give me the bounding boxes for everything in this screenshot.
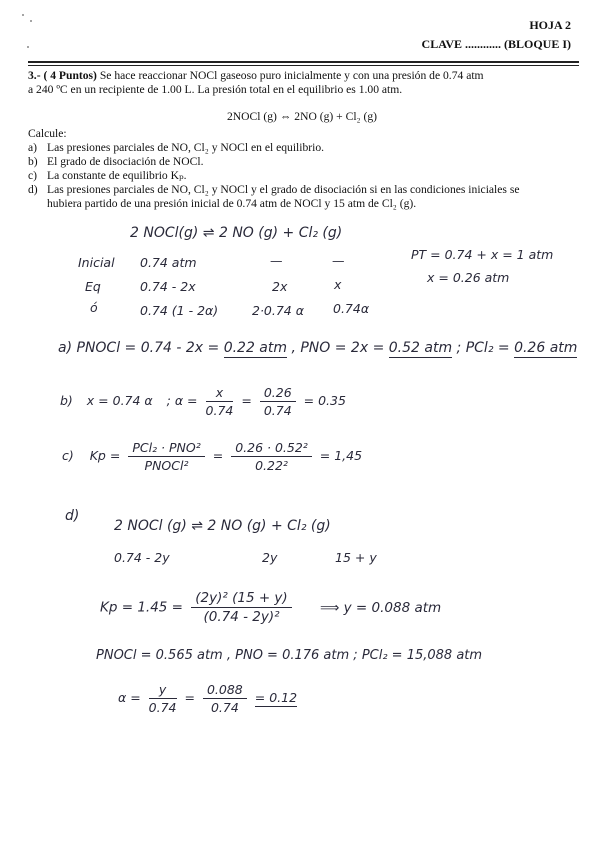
item-b-text: El grado de disociación de NOCl.	[47, 155, 204, 168]
item-b-label: b)	[28, 155, 38, 168]
part-d-pressures	[96, 648, 482, 663]
item-d-label: d)	[28, 183, 38, 196]
sheet-label: HOJA 2	[529, 18, 571, 32]
part-b-result: = 0.35	[303, 393, 346, 408]
row-eq-nocl: 0.74 - 2x	[140, 279, 196, 294]
row-alpha-cl2: 0.74α	[333, 301, 370, 316]
part-d-kp	[100, 590, 441, 625]
frac-den: 0.74	[148, 700, 177, 715]
problem-reaction: 2NOCl (g) ⇔ 2NO (g) + Cl₂ (g)	[227, 110, 378, 123]
frac-den: PNOCl²	[144, 458, 189, 473]
row-alpha-label: ó	[90, 300, 98, 315]
part-d-p-nocl: PNOCl = 0.565 atm	[96, 648, 223, 663]
scan-speck	[22, 14, 24, 16]
part-b-label: b)	[60, 393, 73, 408]
total-pressure: PT = 0.74 + x = 1 atm	[411, 247, 554, 262]
row-inicial-label: Inicial	[78, 255, 115, 270]
scan-speck	[27, 46, 29, 48]
part-b-fraction-2	[260, 385, 296, 418]
problem-intro-line2: a 240 ºC en un recipiente de 1.00 L. La presión total en el equilibrio es 1.00 atm.	[28, 83, 403, 96]
part-c-kp: Kp =	[89, 448, 121, 463]
item-c-label: c)	[28, 169, 38, 182]
part-a-cl2: ; PCl₂ =	[456, 340, 510, 356]
part-d-y: ⟹ y = 0.088 atm	[320, 599, 442, 616]
problem-intro	[28, 69, 484, 83]
item-d-cont: hubiera partido de una presión inicial de 0.74 atm de NOCl y 15 atm de Cl₂ (g).	[47, 197, 417, 210]
part-c-fraction-1	[128, 440, 204, 473]
part-b-alpha: ; α =	[166, 393, 198, 408]
scan-speck	[30, 20, 32, 22]
part-b-answer: b) x = 0.74 α ; α = $\frac{x}{0.74}$ = $\frac{0.26}{0.74}$ = 0.35	[60, 385, 346, 418]
row-alpha-nocl: 0.74 (1 - 2α)	[140, 303, 219, 318]
part-a-answer	[58, 340, 577, 356]
item-a-text: Las presiones parciales de NO, Cl₂ y NOCl en el equilibrio.	[47, 141, 325, 154]
frac-den: (0.74 - 2y)²	[203, 609, 280, 625]
part-d-kp-label: Kp = 1.45 =	[100, 599, 183, 616]
x-value: x = 0.26 atm	[427, 270, 510, 285]
sol-reaction: 2 NOCl(g) ⇌ 2 NO (g) + Cl₂ (g)	[130, 225, 343, 241]
part-d-alpha-label: α =	[118, 690, 141, 705]
header-rule	[28, 61, 579, 63]
part-a-nocl: PNOCl = 0.74 - 2x =	[76, 340, 220, 356]
part-d-alpha-result: = 0.12	[254, 690, 298, 705]
part-c-answer: c) Kp = $\frac{\text{PCl₂ · PNO²}}{\text{PNOCl²}}$ = $\frac{\text{0.26 · 0.52²}}{\text{0.22²}}$ = 1,45	[62, 440, 363, 473]
part-d-no: 2y	[262, 550, 278, 565]
frac-den: 0.22²	[255, 458, 288, 473]
item-d-text: Las presiones parciales de NO, Cl₂ y NOCl y el grado de disociación si en las condiciones iniciales se	[47, 183, 520, 196]
frac-num: (2y)² (15 + y)	[191, 590, 291, 608]
key-label: CLAVE ............ (BLOQUE I)	[421, 37, 571, 51]
part-a-label: a)	[58, 340, 73, 356]
part-d-reaction: 2 NOCl (g) ⇌ 2 NO (g) + Cl₂ (g)	[114, 518, 331, 534]
frac-num: x	[206, 385, 234, 402]
part-a-nocl-value: 0.22 atm	[223, 340, 288, 356]
row-eq-label: Eq	[85, 279, 101, 294]
frac-num: y	[149, 682, 177, 699]
part-d-cl2: 15 + y	[335, 550, 377, 565]
part-d-alpha-fraction-2	[203, 682, 247, 715]
frac-den: 0.74	[210, 700, 239, 715]
part-d-p-cl2: PCl₂ = 15,088 atm	[361, 648, 483, 663]
part-d-alpha: α = $\frac{y}{0.74}$ = $\frac{0.088}{0.74}$ = 0.12	[118, 682, 298, 715]
item-c-text: La constante de equilibrio Kₚ.	[47, 169, 187, 182]
header-rule-thin	[28, 65, 579, 66]
row-eq-cl2: x	[334, 277, 342, 292]
row-inicial-no: —	[270, 253, 283, 268]
row-alpha-no: 2·0.74 α	[252, 303, 304, 318]
frac-num: PCl₂ · PNO²	[128, 440, 204, 457]
item-a-label: a)	[28, 141, 38, 154]
frac-den: 0.74	[263, 403, 292, 418]
problem-points: 3.- ( 4 Puntos)	[28, 69, 97, 82]
calcule-label: Calcule:	[28, 127, 67, 140]
part-d-nocl: 0.74 - 2y	[114, 550, 170, 565]
frac-den: 0.74	[205, 403, 234, 418]
part-c-result: = 1,45	[319, 448, 363, 463]
part-a-no: , PNO = 2x =	[291, 340, 385, 356]
part-c-fraction-2	[231, 440, 312, 473]
part-a-cl2-value: 0.26 atm	[514, 340, 578, 356]
frac-num: 0.26	[260, 385, 296, 402]
part-d-p-no: , PNO = 0.176 atm ;	[226, 648, 358, 663]
part-d-alpha-fraction-1	[149, 682, 177, 715]
frac-num: 0.088	[203, 682, 247, 699]
row-inicial-nocl: 0.74 atm	[140, 255, 197, 270]
part-c-label: c)	[62, 448, 74, 463]
part-d-kp-fraction	[191, 590, 291, 625]
part-b-x: x = 0.74 α	[86, 393, 153, 408]
row-eq-no: 2x	[272, 279, 288, 294]
part-d-label: d)	[65, 508, 80, 524]
part-b-fraction-1	[206, 385, 234, 418]
problem-intro-text: Se hace reaccionar NOCl gaseoso puro inicialmente y con una presión de 0.74 atm	[96, 69, 484, 82]
part-a-no-value: 0.52 atm	[388, 340, 453, 356]
item-a	[28, 141, 37, 155]
frac-num: 0.26 · 0.52²	[231, 440, 312, 457]
row-inicial-cl2: —	[332, 253, 345, 268]
